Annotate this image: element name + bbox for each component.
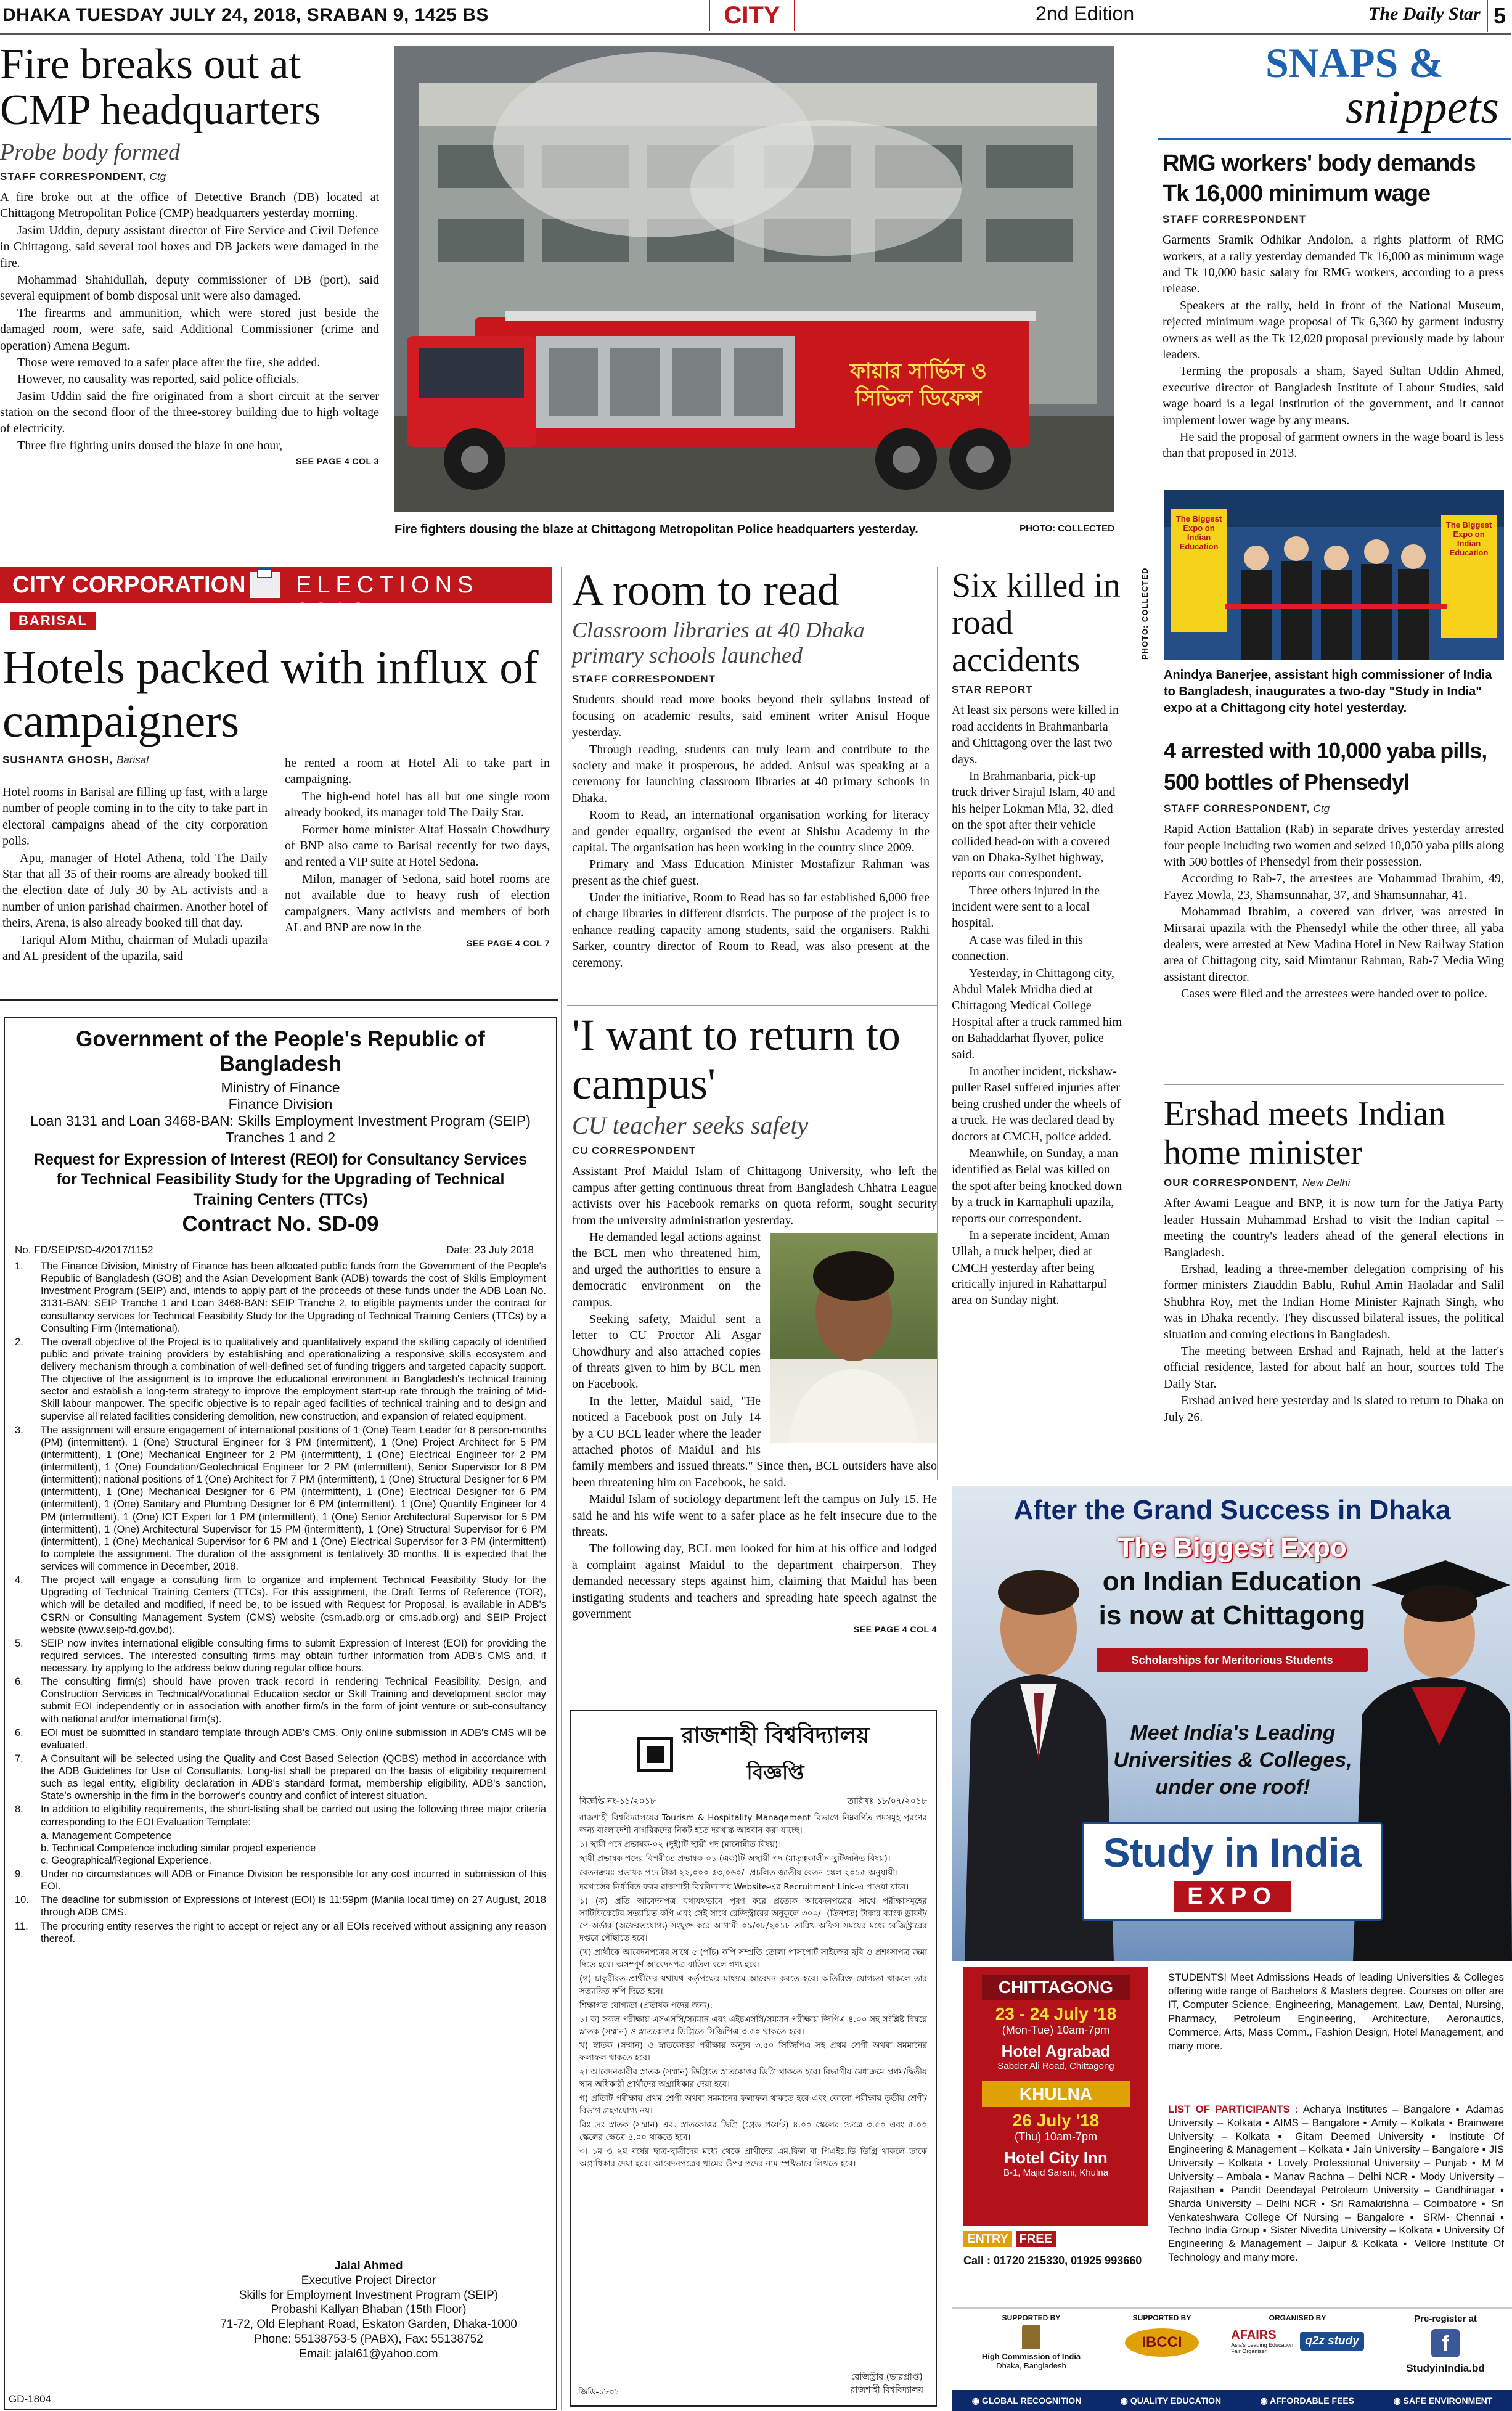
banner-right: The Biggest Expo on Indian Education (1445, 520, 1492, 557)
photo-credit-vertical: PHOTO: COLLECTED (1140, 567, 1150, 660)
list-item: a. Management Competence (41, 1830, 172, 1841)
fire-article (0, 42, 379, 554)
venue-panel (963, 1967, 1148, 2226)
signer-org: Skills for Employment Investment Program (SEIP) (239, 2288, 499, 2302)
meet-line-2: Universities & Colleges, (1113, 1748, 1352, 1772)
page-number: 5 (1487, 0, 1511, 32)
ibcci-logo: IBCCI (1125, 2328, 1199, 2357)
list-item: b. Technical Competence including similar project experience (41, 1842, 316, 1854)
tender-ministry: Ministry of Finance (221, 1079, 340, 1095)
list-item: 7. A Consultant will be selected using the Quality and Cost Based Selection (QCBS) method in accordance with the ADB Guidelines for Use of Consultants. Long-list shall be prepared on the basis of eligibility requirement such as legal entity, eligibility declaration in ADB's standard format, membership eligibility, ADB's sanction, State's ownership in the firm in the borrower's country and conflict of interest situation. (15, 1753, 546, 1802)
story-body: At least six persons were killed in road accidents in Brahmanbaria and Chittagong over the last two days. In Brahmanbaria, pick-up truck driver Sirajul Islam, 40 and his helper Lokman Mia, 32, died on the spot after their vehicle collided head-on with a covered van on Dhaka-Sylhet highway, reports our correspondent. Three others injured in the incident were sent to a local hospital. A case was filed in this connection. Yesterday, in Chittagong city, Abdul Malek Mridha died at Chittagong Medical College Hospital after a truck rammed him on Bahaddarhat flyover, police said. In another incident, rickshaw-puller Rasel suffered injuries after being crushed under the wheels of a truck. He was declared dead by doctors at CMCH, police added. Meanwhile, on Sunday, a man identified as Belal was killed on the spot after being knocked down by a truck in Karnaphuli upazila, reports our correspondent. In a seperate incident, Aman Ullah, a truck helper, died at CMCH yesterday after being critically injured in Rahattarpul area on Sunday night. (952, 703, 1122, 1308)
expo-inauguration-photo (1164, 490, 1504, 660)
tender-items (15, 1260, 546, 1945)
organised-label: ORGANISED BY (1269, 2314, 1326, 2322)
venue-time-khl: (Thu) 10am-7pm (1014, 2131, 1098, 2143)
headline: A room to read (572, 565, 840, 615)
byline: STAR REPORT (952, 684, 1033, 696)
story-body: Students should read more books beyond their syllabus instead of focusing on academic results, said eminent writer Anisul Hoque yesterday. Through reading, students can truly learn and contribute to the society and make it prosperous, he added. Anisul was speaking at a ceremony for launching classroom libraries at 40 primary schools in Dhaka. Room to Read, an international organisation working for literacy and gender equality, organised the event at Shishu Academy in the capital. The organisation has been working in the country since 2009. Primary and Mass Education Minister Mostafizur Rahman was present as the chief guest. Under the initiative, Room to Read has so far established 6,000 free of charge libraries in different districts. The purpose of the project is to enhance reading capacity among students, said the organisers. Rakhi Sarker, country director of Room to Read, was also present at the ceremony. (572, 693, 930, 970)
fire-photo (394, 46, 1114, 512)
paper-logo: The Daily Star (1368, 4, 1481, 24)
ashoka-emblem-icon (1022, 2325, 1040, 2349)
free-label: FREE (1016, 2231, 1056, 2247)
gd-code: GD-1804 (9, 2393, 51, 2405)
divider (1164, 1084, 1504, 1085)
byline: STAFF CORRESPONDENT, Ctg (0, 171, 166, 182)
hotels-article (2, 641, 554, 772)
participants-text (1168, 2103, 1504, 2264)
afairs-logo: AFAIRS Asia's Leading Education Fair Organiser (1231, 2328, 1293, 2354)
band-title: CITY CORPORATION (12, 572, 246, 598)
section-name: CITY (724, 2, 780, 29)
entry-free (963, 2232, 1148, 2246)
ad-headline-3: is now at Chittagong (1098, 1600, 1366, 1631)
portrait-photo (770, 1233, 937, 1443)
supported-label: SUPPORTED BY (1002, 2314, 1061, 2322)
registrar: রেজিস্ট্রার (ভারপ্রাপ্ত) (851, 2372, 923, 2382)
ad-headline-2: on Indian Education (1102, 1566, 1362, 1597)
barisal-tag: BARISAL (10, 612, 96, 630)
meet-text (1094, 1719, 1371, 1801)
facebook-icon[interactable]: f (1431, 2329, 1460, 2357)
notice-body: রাজশাহী বিশ্ববিদ্যালয়ের Tourism & Hospitality Management বিভাগে নিম্নবর্ণিত পদসমূহ পূরণের জন্য বাংলাদেশী নাগরিকদের নিকট হতে দরখাস্ত আহবান করা যাচ্ছে। ১। স্থায়ী পদে প্রভাষক-০২ (দুই)টি স্থায়ী পদ (মানোন্নীত বিষয়)। স্থায়ী প্রভাষক পদের বিপরীতে প্রভাষক-০১ (এক)টি অস্থায়ী পদ (মাতৃত্বকালীন ছুটিজনিত বিষয়)। বেতনক্রমঃ প্রভাষক পদে টাকা ২২,০০০-৫৩,০৬০/- প্রচলিত জাতীয় বেতন স্কেল ২০১৫ অনুযায়ী। দরখাস্তের নির্ধারিত ফরম রাজশাহী বিশ্ববিদ্যালয় Website-এর Recruitment Link-এ পাওয়া যাবে। ১) (ক) প্রতি আবেদনপত্র যথাযথভাবে পূরণ করে প্রত্যেক আবেদনপত্রের সাথে পরীক্ষাসমূহের সার্টিফিকেটের সত্যায়িত কপি এবং সেই সাথে রেজিস্ট্রারের অনুকূলে ৩০০/- (তিনশত) টাকার ব্যাংক ড্রাফট/পে-অর্ডার (অফেরতযোগ্য) সংযুক্ত করে আগামী ০৯/০৮/২০১৮ তারিখ অফিস সময়ের মধ্যে রেজিস্ট্রারের দপ্তরে পৌঁছাতে হবে। (খ) প্রার্থীকে আবেদনপত্রের সাথে ৫ (পাঁচ) কপি সম্প্রতি তোলা পাসপোর্ট সাইজের ছবি ও প্রশংসাপত্র জমা দিতে হবে। অসম্পূর্ণ আবেদনপত্র বাতিল বলে গণ্য হবে। (গ) চাকুরীরত প্রার্থীদের যথাযথ কর্তৃপক্ষের মাধ্যমে আবেদন করতে হবে। অতিরিক্ত যোগ্যতা থাকলে তার সত্যায়িত কপি দিতে হবে। শিক্ষাগত যোগ্যতা (প্রভাষক পদের জন্য): ১। ক) সকল পরীক্ষায় এসএসসি/সমমান এবং এইচএসসি/সমমান পরীক্ষায় জিপিএ ৪.০০ সহ সংশ্লিষ্ট বিষয়ে স্নাতক (সম্মান) ও স্নাতকোত্তর ডিগ্রিতে সিজিপিএ ৩.৫০ থাকতে হবে। খ) স্নাতক (সম্মান) ও স্নাতকোত্তর পরীক্ষায় অন্যূন ৩.৫০ সিজিপিএ সহ প্রথম শ্রেণী অথবা সমমানের ফলাফল থাকতে হবে। ২। আবেদনকারীর স্নাতক (সম্মান) ডিগ্রিতে স্নাতকোত্তর ডিগ্রি থাকতে হবে। বিভাগীয় মেধাক্রমে প্রথম/দ্বিতীয় স্থান অধিকারী প্রার্থীদের অগ্রাধিকার দেয়া হবে। গ) প্রতিটি পরীক্ষায় প্রথম শ্রেণী অথবা সমমানের ফলাফল থাকতে হবে এবং কোনো পরীক্ষায় তৃতীয় শ্রেণী/বিভাগ গ্রহণযোগ্য নয়। বিঃ দ্রঃ স্নাতক (সম্মান) এবং স্নাতকোত্তর ডিগ্রি (গ্রেড পয়েন্ট) ৪.০০ স্কেলের ক্ষেত্রে ৩.৫০ এবং ৫.০০ স্কেলের ক্ষেত্রে ৪.০০ থাকতে হবে। ৩। ১ম ও ২য় বর্ষের ছাত্র-ছাত্রীদের মধ্যে থেকে প্রার্থীদের এম.ফিল বা পিএইচ.ডি ডিগ্রি থাকলে তাকে অগ্রাধিকার দেয়া হবে। আবেদনপত্রের খামের উপর পদের নাম স্পষ্টভাবে লিখতে হবে। (579, 1813, 927, 2169)
study-logo (1082, 1822, 1383, 1921)
section-tab (709, 0, 795, 31)
ibcci-block (1113, 2314, 1211, 2357)
room-to-read-article (572, 567, 930, 972)
hci-block (963, 2314, 1099, 2370)
truck-lettering: ফায়ার সার্ভিস ও সিভিল ডিফেন্স (850, 359, 987, 411)
notice-code: জিডি-১৮০১ (578, 2388, 620, 2397)
notice-header (579, 1719, 927, 1790)
entry-label: ENTRY (963, 2231, 1012, 2247)
masthead (0, 0, 1511, 35)
footer-item: ◉ GLOBAL RECOGNITION (971, 2395, 1082, 2405)
participants-list: Acharya Institutes – Bangalore ▪ Adamas University – Kolkata ▪ AIMS – Bangalore ▪ Amity – Kolkata ▪ Brainware University – Kolkata ▪ Gitam Deemed University ▪ Institute Of Engineering & Management – Kolkata ▪ Jain University – Bangalore ▪ JIS University – Kolkata ▪ Lovely Professional University – Punjab ▪ M M University – Ambala ▪ Manav Rachna – Delhi NCR ▪ Mody University – Rajasthan ▪ Pandit Deendayal Petroleum University – Gandhinagar ▪ Sharda University – Delhi NCR ▪ Sri Ramakrishna – Coimbatore ▪ Sri Venkateshwara College Of Nursing – Bangalore ▪ SRM- Chennai ▪ Techno India Group ▪ Sister Nivedita University – Kolkata ▪ University Of Engineering & Management – Jaipur & Kolkata ▪ Vellore Institute Of Technology and many more. (1168, 2103, 1504, 2264)
rajshahi-notice (570, 1710, 937, 2407)
snaps-rule (1158, 138, 1511, 140)
divider (937, 567, 938, 1480)
expo-photo-caption: Anindya Banerjee, assistant high commissioner of India to Bangladesh, inaugurates a two-day "Study in India" expo at a Chittagong city hotel yesterday. (1164, 668, 1492, 715)
divider (567, 1005, 937, 1006)
story-body: After Awami League and BNP, it is now turn for the Jatiya Party leader Hussain Muhammad Ershad to visit the Indian capital -- meeting the country's leaders ahead of the general elections in Bangladesh. Ershad, leading a three-member delegation comprising of his former ministers Ziauddin Bablu, Ruhul Amin Haoladar and Salil Shubhra Roy, met the Indian Home Minister Rajnath Singh, who was in Dhaka recently. They discussed bilateral issues, the political situation and coming elections in Bangladesh. The meeting between Ershad and Rajnath, held at the latter's official residence, lasted for about half an hour, sources told The Daily Star. Ershad arrived here yesterday and is slated to return to Dhaka on July 26. (1164, 1197, 1504, 1424)
snaps-title-line1: SNAPS & (1265, 39, 1444, 86)
story-body: A fire broke out at the office of Detective Branch (DB) located at Chittagong Metropolitan Police (CMP) headquarters yesterday morning. Jasim Uddin, deputy assistant director of Fire Service and Civil Defence in Chittagong, said several tool boxes and DB jackets were damaged in the fire. Mohammad Shahidullah, deputy commissioner of DB (port), said several equipment of bomb disposal unit were also damaged. The firearms and ammunition, which were stored just beside the damaged room, were safe, said Additional Commissioner (crime and operation) Amena Begum. Those were removed to a safer place after the fire, she added. However, no causality was reported, said police officials. Jasim Uddin said the fire originated from a short circuit at the server station on the second floor of the three-storey building due to high voltage of electricity. Three fire fighting units doused the blaze in one hour, (0, 190, 379, 452)
notice-ref: বিজ্ঞপ্তি নং-১১/২০১৮ (579, 1796, 656, 1806)
venue-city-khl: KHULNA (982, 2081, 1130, 2107)
yaba-article (1164, 735, 1504, 1003)
ad-headline (952, 1531, 1512, 1632)
venue-addr-khl: B-1, Majid Sarani, Khulna (1003, 2167, 1109, 2178)
notice-ref-row (579, 1794, 927, 1809)
tender-reoi: Request for Expression of Interest (REOI) for Consultancy Services for Technical Feasibility Study for the Upgrading of Technical Training Centers (TTCs) (33, 1150, 528, 1208)
ad-headline-1: The Biggest Expo (1118, 1533, 1347, 1563)
snaps-title (1133, 39, 1511, 133)
hci-location: Dhaka, Bangladesh (996, 2361, 1066, 2370)
ballot-box-icon (250, 572, 280, 598)
venue-hotel-khl: Hotel City Inn (1004, 2148, 1108, 2167)
six-killed-article (952, 567, 1124, 1309)
signer-email: Email: jalal61@yahoo.com (299, 2347, 438, 2360)
byline: STAFF CORRESPONDENT (1163, 213, 1307, 226)
tender-ref-no: No. FD/SEIP/SD-4/2017/1152 (15, 1244, 153, 1256)
hotels-col-2: he rented a room at Hotel Ali to take part in campaigning. The high-end hotel has all but one single room already booked, its manager told The Daily Star. Former home minister Altaf Hossain Chowdhury of BNP also came to Barisal recently for two days, and rented a VIP suite at Hotel Sedona. Milon, manager of Sedona, said hotel rooms are not available due to heavy rush of election campaigners. Many activists and members of both AL and BNP are now in the SEE PAGE 4 COL 7 (285, 756, 550, 949)
tender-notice (4, 1017, 557, 2410)
list-item: 11. The procuring entity reserves the right to accept or reject any or all EOIs received without assigning any reason thereof. (15, 1920, 546, 1944)
deck: CU teacher seeks safety (572, 1111, 809, 1140)
list-item: c. Geographical/Regional Experience. (41, 1854, 211, 1866)
university-name: রাজশাহী বিশ্ববিদ্যালয় (681, 1723, 870, 1748)
tender-contract: Contract No. SD-09 (182, 1212, 379, 1236)
headline: Hotels packed with influx of campaigners (2, 642, 539, 748)
list-item: 9. Under no circumstances will ADB or Finance Division be responsible for any cost incurred in submission of this EOI. (15, 1869, 546, 1893)
list-item: 10. The deadline for submission of Expressions of Interest (EOI) is 11:59pm (Manila local time) on 27 August, 2018 through ADB CMS. (15, 1894, 546, 1918)
venue-addr-ctg: Sabder Ali Road, Chittagong (997, 2061, 1114, 2071)
banner-left: The Biggest Expo on Indian Education (1175, 514, 1222, 551)
study-logo-text: Study in India (1103, 1830, 1362, 1875)
ad-top-line: After the Grand Success in Dhaka (1013, 1495, 1451, 1525)
list-item: 1. The Finance Division, Ministry of Finance has been allocated public funds from the Government of the People's Republic of Bangladesh (GOB) and the Asian Development Bank (ADB) towards the cost of Skills Employment Investment Program (SEIP) and, intends to apply part of the proceeds of these funds under the ADB Loan No. 3131-BAN: SEIP Tranche 1 and Loan 3468-BAN: SEIP Tranche 2, to eligible payments under the contract for consultancy services for Technical Feasibility Study for the Upgrading of Technical Training Centers (TTCs) by a Consulting Firm (International). (15, 1261, 546, 1334)
jump-line: SEE PAGE 4 COL 4 (853, 1624, 937, 1635)
story-body: Rapid Action Battalion (Rab) in separate drives yesterday arrested four people including two women and seized 10,050 yaba pills along with 500 bottles of Phensedyl from their possession. According to Rab-7, the arrestees are Mohammad Ibrahim, 49, Fayez Mowla, 23, Shamsunnahar, 37, and Shamsunnahar, 41. Mohammad Ibrahim, a covered van driver, was arrested in Mirsarai upazila with the Phensedyl while the other three, all yaba dealers, were arrested at New Madina Hotel in New Railway Station area of Chittagong city, said Mimtanur Rahman, Rab-7 Media Wing assistant director. Cases were filed and the arrestees were handed over to police. (1164, 822, 1504, 1001)
jump-line: SEE PAGE 4 COL 7 (466, 938, 550, 949)
tender-division: Finance Division (228, 1095, 333, 1112)
signer-address: 71-72, Old Elephant Road, Eskaton Garden, Dhaka-1000 (220, 2318, 517, 2331)
headline: 4 arrested with 10,000 yaba pills, 500 bottles of Phensedyl (1164, 738, 1487, 795)
byline: OUR CORRESPONDENT, New Delhi (1164, 1177, 1351, 1189)
students-text: STUDENTS! Meet Admissions Heads of leading Universities & Colleges offering wide range of Bachelors & Masters degree. Courses on offer are IT, Computer Science, Engineering, Management, Law, Dental, Nursing, Pharmacy, Petroleum Engineering, Architecture, Aeronautics, Commerce, Arts, Mass Comm., Fashion Design, Hotel Management, and many more. (1168, 1971, 1504, 2052)
campus-article (572, 1011, 937, 1634)
story-body: Assistant Prof Maidul Islam of Chittagong University, who left the campus after getting continuous threat from Bangladesh Chhatra League activists over his Facebook remarks on quota reform, sought security from the university administration yesterday. He demanded legal actions against the BCL men who threatened him, and urged the authorities to ensure a democratic environment on the campus. Seeking safety, Maidul sent a letter to CU Proctor Ali Asgar Chowdhury and also attached copies of threats given to him by BCL men on Facebook. In the letter, Maidul said, "He noticed a Facebook post on July 14 by a CU BCL leader where the leader attached photos of Maidul and his family members and issued threats." Since then, BCL outsiders have also been threatening him on Facebook, he said. Maidul Islam of sociology department left the campus on July 15. He said he and his wife went to a safer place as he felt insecure due to the threats. The following day, BCL men looked for him at his office and lodged a complaint against Maidul to the department chairperson. They demanded necessary steps against him, claiming that Maidul has been instigating students and teachers and spreading hate speech against the government (572, 1165, 937, 1621)
fire-scene-illustration (394, 46, 1114, 512)
tender-signature (190, 2259, 547, 2361)
elections-label: ELECTIONS 2018 (296, 572, 479, 624)
participants-title: LIST OF PARTICIPANTS : (1168, 2103, 1299, 2115)
footer-item: ◉ AFFORDABLE FEES (1260, 2395, 1355, 2405)
supported-label-2: SUPPORTED BY (1132, 2314, 1191, 2322)
tender-ref-row (15, 1244, 546, 1256)
q2z-logo: q2z study (1300, 2332, 1364, 2351)
footer-item: ◉ SAFE ENVIRONMENT (1393, 2395, 1493, 2405)
list-item: 2. The overall objective of the Project is to qualitatively and quantitatively expand the skilling capacity of identified public and private training providers by establishing and operationalizing a responsive skills ecosystem and delivery mechanism through a combination of well-defined set of funding triggers and targeted capacity support. The objective of the assignment is to improve the educational environment in Bangladesh's technical training sector and establish a long-term strategy to improve the employment start-up rate through the training of Mid-Skill labour manpower. The specific objective is to repair aged facilities of technical training and to design and supervise all related facilities considering demolition, new construction, and expansion of related equipment. (15, 1336, 546, 1422)
notice-signature (851, 2371, 923, 2397)
deck: Classroom libraries at 40 Dhaka primary schools launched (572, 617, 865, 668)
byline: STAFF CORRESPONDENT, Ctg (1164, 803, 1330, 815)
signer-phone: Phone: 55138753-5 (PABX), Fax: 55138752 (254, 2332, 483, 2346)
footer-item: ◉ QUALITY EDUCATION (1120, 2395, 1222, 2405)
venue-date-ctg: 23 - 24 July '18 (995, 2004, 1117, 2023)
venue-date-khl: 26 July '18 (1012, 2111, 1100, 2130)
snaps-title-line2: snippets (1345, 81, 1499, 133)
dateline: DHAKA TUESDAY JULY 24, 2018, SRABAN 9, 1425 BS (2, 5, 489, 25)
byline: STAFF CORRESPONDENT (572, 673, 716, 686)
tender-tranches: Tranches 1 and 2 (225, 1129, 336, 1145)
ershad-article (1164, 1095, 1504, 1426)
expo-logo-text: EXPO (1174, 1881, 1291, 1912)
jump-line: SEE PAGE 4 COL 3 (295, 456, 379, 467)
signer-title: Executive Project Director (301, 2274, 436, 2287)
signer-office: Probashi Kallyan Bhaban (15th Floor) (271, 2303, 467, 2317)
tender-loan: Loan 3131 and Loan 3468-BAN: Skills Employment Investment Program (SEIP) (30, 1112, 531, 1129)
venue-time-ctg: (Mon-Tue) 10am-7pm (1002, 2024, 1110, 2036)
headline: RMG workers' body demands Tk 16,000 minimum wage (1163, 150, 1476, 207)
headline: Fire breaks out at CMP headquarters (0, 41, 321, 134)
edition: 2nd Edition (1036, 2, 1135, 25)
signer-name: Jalal Ahmed (334, 2259, 403, 2272)
byline: CU CORRESPONDENT (572, 1145, 697, 1157)
tender-title: Government of the People's Republic of Bangladesh (76, 1027, 485, 1076)
meet-line-1: Meet India's Leading (1130, 1721, 1336, 1745)
rmg-article (1133, 149, 1511, 462)
meet-line-3: under one roof! (1155, 1775, 1310, 1799)
byline: SUSHANTA GHOSH, Barisal (2, 753, 149, 766)
study-in-india-ad (952, 1486, 1511, 2410)
ad-footer (952, 2390, 1512, 2411)
portrait-illustration (770, 1233, 937, 1443)
preregister-label: Pre-register at (1414, 2314, 1477, 2324)
hci-name: High Commission of India (981, 2352, 1081, 2361)
divider (561, 567, 562, 2410)
headline: 'I want to return to campus' (572, 1010, 901, 1109)
deck: Probe body formed (0, 139, 180, 165)
story-body: Garments Sramik Odhikar Andolon, a rights platform of RMG workers, at a rally yesterday demanded Tk 16,000 as minimum wage and Tk 10,000 basic salary for RMG workers, according to a press release. Speakers at the rally, held in front of the National Museum, rejected minimum wage proposal of Tk 6,360 by garment industry owners as well as the Tk 12,020 proposal previously made by labour leaders. Terming the proposals a sham, Sayed Sultan Uddin Ahmed, executive director of Bangladesh Institute of Labour Studies, said wage board is a legal institution of the government, and it cannot implement lower wage by any means. He said the proposal of garment owners in the wage board is less than that proposed in 2013. (1163, 233, 1504, 461)
venue-hotel-ctg: Hotel Agrabad (1001, 2042, 1111, 2060)
preregister-block (1387, 2314, 1504, 2375)
headline: Ershad meets Indian home minister (1164, 1095, 1446, 1172)
organiser-block (1224, 2314, 1371, 2355)
venue-city-ctg: CHITTAGONG (982, 1975, 1130, 2000)
university-seal (637, 1737, 673, 1772)
photo-credit: PHOTO: COLLECTED (1020, 523, 1114, 534)
registrar-org: রাজশাহী বিশ্ববিদ্যালয় (850, 2385, 923, 2395)
call-line: Call : 01720 215330, 01925 993660 (963, 2254, 1142, 2267)
list-item: 8. In addition to eligibility requirements, the short-listing shall be carried out using the following three major criteria corresponding to the EOI Evaluation Template: (15, 1804, 546, 1828)
sponsor-row (952, 2307, 1512, 2386)
headline: Six killed in road accidents (952, 567, 1121, 679)
fire-caption: Fire fighters dousing the blaze at Chittagong Metropolitan Police headquarters yesterday. PHOTO: COLLECTED (394, 523, 1114, 536)
list-item: 5. SEIP now invites international eligible consulting firms to submit Expression of Interest (EOI) for providing the required services. The interested consulting firms may obtain further information from ADB's CMS and, if necessary, by applying to the address below during regular office hours. (15, 1637, 546, 1674)
scholarship-ribbon: Scholarships for Meritorious Students (1097, 1648, 1368, 1672)
list-item: 6. EOI must be submitted in standard template through ADB's CMS. Only online submission in ADB's CMS will be evaluated. (15, 1727, 546, 1751)
notice-heading: বিজ্ঞপ্তি (746, 1761, 804, 1784)
tender-date: Date: 23 July 2018 (446, 1244, 534, 1256)
list-item: 6. The consulting firm(s) should have proven track record in rendering Technical Feasibility, Design, and Construction Services in Technical/Vocational Education sector or Skill Training and development sector may submit EOI independently or in association with another firm/s in the form of joint venture or sub-consultancy with national and/or international firm(s). (15, 1676, 546, 1725)
divider (0, 999, 558, 1001)
site-link[interactable]: StudyinIndia.bd (1406, 2362, 1485, 2374)
list-item: 3. The assignment will ensure engagement of international positions of 1 (One) Team Leader for 8 person-months (PM) (intermittent), 1 (One) Structural Engineer for 3 PM (intermittent), 1 (One) Project Architect for 5 PM (intermittent), 1 (One) Mechanical Engineer for 2 PM (intermittent), 1 (One) Electrical Engineer for 2 PM (intermittent), 1 (One) Foundation/Geotechnical Engineer for 2 PM (intermittent), Senior Supervisor for 8 PM (intermittent); national positions of 1 (One) Architect for 7 PM (intermittent), 1 (One) Structural Designer for 6 PM (intermittent), 1 (One) Mechanical Designer for 6 PM (intermittent), 1 (One) Electrical Designer for 6 PM (intermittent), 1 (One) Sanitary and Plumbing Designer for 6 PM (intermittent), 1 (One) Quantity Engineer for 4 PM (intermittent), 1 (One) ICT Expert for 1 PM (intermittent), 1 (One) Senior Architectural Supervisor for 5 PM (intermittent), 1 (One) Architectural Supervisor for 15 PM (intermittent), 1 (One) Structural Supervisor for 6 PM (intermittent), 1 (One) Mechanical Supervisor for 6 PM and 1 (One) Electrical Supervisor for 3 PM (intermittent) to complete the assignment. The duration of the assignment is tentatively 30 months. It is expected that the services will commence in December, 2018. (15, 1424, 546, 1572)
list-item: 4. The project will engage a consulting firm to organize and implement Technical Feasibility Study for the Upgrading of Technical Training Centers (TTCs). For this assignment, the Draft Terms of Reference (TOR), which will be detailed and modified, if need be, to be issued with Request for Proposal, is available in ADB's CSRN or Consulting Management System (CMS) website (csm.adb.org or cms.adb.org) and SEIP Project website (www.seip-fd.gov.bd). (15, 1574, 546, 1635)
hotels-col-1: Hotel rooms in Barisal are filling up fast, with a large number of people coming in to the city to take part in electoral campaigns ahead of the city corporation polls. Apu, manager of Hotel Athena, told The Daily Star that all 35 of their rooms are already booked till the election date of July 30 by AL activists and a number of union parishad chairmen. Another hotel of theirs, Arena, is also already booked till that day. Tariqul Alom Mithu, chairman of Muladi upazila and AL president of the upazila, said (2, 785, 268, 963)
notice-date: তারিখঃ ১৮/০৭/২০১৮ (847, 1796, 927, 1806)
